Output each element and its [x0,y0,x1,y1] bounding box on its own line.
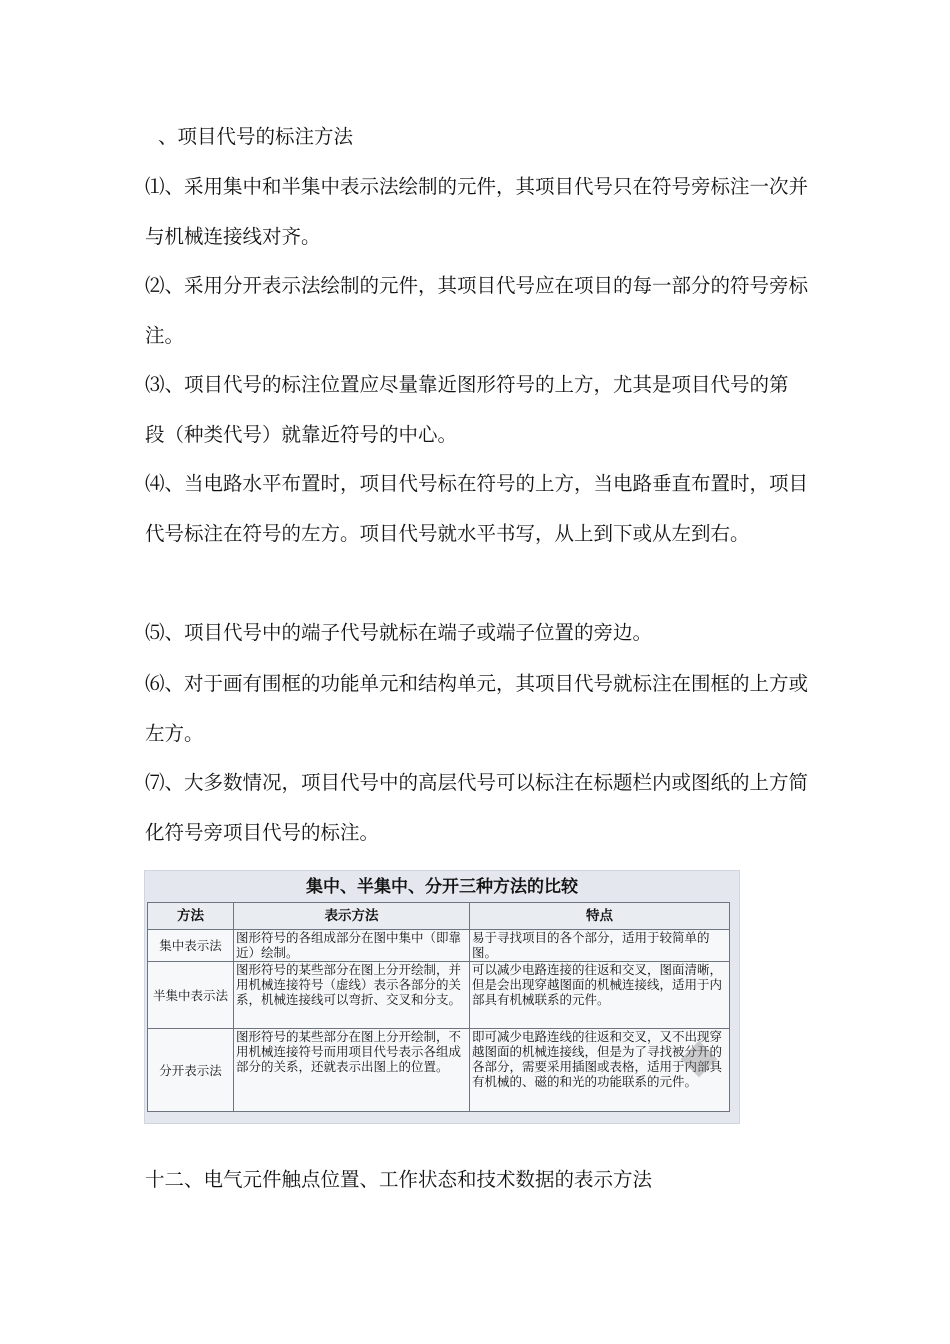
header-method: 方法 [148,903,234,930]
table-cell-features: 易于寻找项目的各个部分，适用于较简单的图。 [470,930,730,962]
table-cell-representation: 图形符号的各组成部分在图中集中（即靠近）绘制。 [234,930,470,962]
table-caption: 集中、半集中、分开三种方法的比较 [306,877,578,897]
comparison-table-image [144,870,740,1124]
table-cell-representation: 图形符号的某些部分在图上分开绘制，不用机械连接符号而用项目代号表示各组成部分的关系，还就表示出图上的位置。 [234,1029,470,1112]
header-representation: 表示方法 [234,903,470,930]
table-cell-method: 集中表示法 [148,930,234,962]
table-cell-method: 半集中表示法 [148,962,234,1029]
paragraph-3: ⑶、项目代号的标注位置应尽量靠近图形符号的上方，尤其是项目代号的第 段（种类代号）就靠近符号的中心。 [145,373,809,446]
paragraph-4: ⑷、当电路水平布置时，项目代号标在符号的上方，当电路垂直布置时，项目代号标注在符号的左方。项目代号就水平书写，从上到下或从左到右。 [145,472,809,545]
table-header-row [148,903,730,930]
table-cell-features: 即可减少电路连线的往返和交叉，又不出现穿越图面的机械连接线，但是为了寻找被分开的各部分，需要采用插图或表格，适用于内部具有机械的、磁的和光的功能联系的元件。 [470,1029,730,1112]
paragraph-5: ⑸、项目代号中的端子代号就标在端子或端子位置的旁边。 [145,621,653,644]
next-section-title: 十二、电气元件触点位置、工作状态和技术数据的表示方法 [145,1168,653,1191]
paragraph-7: ⑺、大多数情况，项目代号中的高层代号可以标注在标题栏内或图纸的上方简化符号旁项目代号的标注。 [145,771,809,844]
paragraph-1: ⑴、采用集中和半集中表示法绘制的元件，其项目代号只在符号旁标注一次并与机械连接线对齐。 [145,175,809,248]
table-cell-representation: 图形符号的某些部分在图上分开绘制，并用机械连接符号（虚线）表示各部分的关系，机械连接线可以弯折、交叉和分支。 [234,962,470,1029]
table-row [148,1029,730,1112]
comparison-table [147,902,730,1112]
paragraph-6: ⑹、对于画有围框的功能单元和结构单元，其项目代号就标注在围框的上方或左方。 [145,672,809,745]
table-row [148,930,730,962]
paragraph-2: ⑵、采用分开表示法绘制的元件，其项目代号应在项目的每一部分的符号旁标注。 [145,274,809,347]
table-cell-method: 分开表示法 [148,1029,234,1112]
section-title: 、项目代号的标注方法 [158,125,354,148]
header-features: 特点 [470,903,730,930]
table-row [148,962,730,1029]
table-cell-features: 可以减少电路连接的往返和交叉，图面清晰，但是会出现穿越图面的机械连接线，适用于内部具有机械联系的元件。 [470,962,730,1029]
